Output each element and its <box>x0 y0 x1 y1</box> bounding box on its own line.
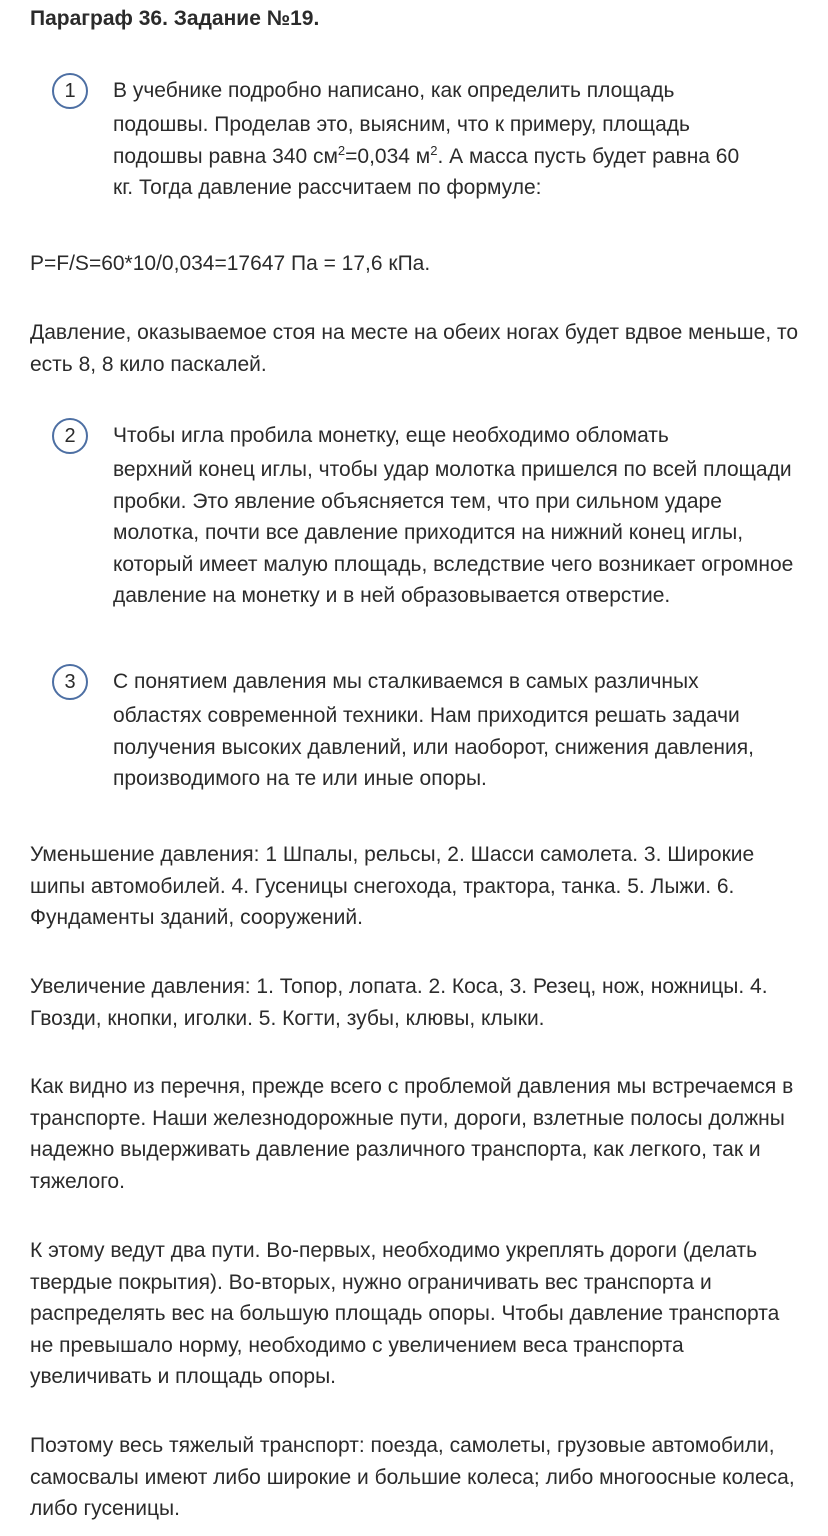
item-2-rest: верхний конец иглы, чтобы удар молотка пришелся по всей площади пробки. Это явление объясняется тем, что при сильном ударе молотка, почти все давление приходится на нижний конец иглы, который имеет малую площадь, вследствие чего возникает огромное давление на монетку и в ней образовывается отверстие. <box>113 458 794 607</box>
item-1-line-3 <box>113 141 803 173</box>
pressure-note-paragraph: Давление, оказываемое стоя на месте на обеих ногах будет вдвое меньше, то есть 8, 8 кило паскалей. <box>30 321 799 376</box>
numbered-item-3 <box>52 664 812 804</box>
item-1-line-2: подошвы. Проделав это, выясним, что к примеру, площадь <box>113 113 690 136</box>
item-3-text <box>113 664 803 795</box>
decrease-pressure-paragraph: Уменьшение давления: 1 Шпалы, рельсы, 2. Шасси самолета. 3. Широкие шипы автомобилей. 4. Гусеницы снегохода, трактора, танка. 5. Лыжи. 6. Фундаменты зданий, сооружений. <box>30 843 755 929</box>
number-badge-2: 2 <box>52 418 88 454</box>
item-1-line-3c: . А масса пусть будет равна 60 <box>437 144 740 168</box>
item-2-first-line: Чтобы игла пробила монетку, еще необходимо обломать <box>113 424 669 447</box>
number-badge-3: 3 <box>52 664 88 700</box>
two-ways-paragraph: К этому ведут два пути. Во-первых, необходимо укреплять дороги (делать твердые покрытия). Во-вторых, нужно ограничивать вес транспорта и распределять вес на большую площадь опоры. Чтобы давление транспорта не превышало норму, необходимо с увеличением веса транспорта увеличивать и площадь опоры. <box>30 1239 780 1388</box>
item-2-text <box>113 418 803 612</box>
number-badge-1: 1 <box>52 73 88 109</box>
transport-paragraph: Как видно из перечня, прежде всего с проблемой давления мы встречаемся в транспорте. Наши железнодорожные пути, дороги, взлетные полосы должны надежно выдерживать давление различного транспорта, как легкого, так и тяжелого. <box>30 1075 794 1193</box>
superscript-2: 2 <box>337 142 346 158</box>
item-1-line-3b: =0,034 м <box>345 144 431 168</box>
superscript-2: 2 <box>430 142 438 158</box>
item-3-first-line: С понятием давления мы сталкиваемся в самых различных <box>113 670 699 693</box>
item-3-rest: областях современной техники. Нам приходится решать задачи получения высоких давлений, или наоборот, снижения давления, производимого на те или иные опоры. <box>113 704 754 790</box>
item-1-line-4: кг. Тогда давление рассчитаем по формуле: <box>113 176 542 199</box>
item-1-first-line: В учебнике подробно написано, как определить площадь <box>113 79 675 102</box>
numbered-item-2 <box>52 418 812 648</box>
item-1-text <box>113 73 803 204</box>
increase-pressure-paragraph: Увеличение давления: 1. Топор, лопата. 2. Коса, 3. Резец, нож, ножницы. 4. Гвозди, кнопки, иголки. 5. Когти, зубы, клювы, клыки. <box>30 975 768 1030</box>
item-1-line-3a: подошвы равна 340 см <box>113 144 338 168</box>
heavy-transport-paragraph: Поэтому весь тяжелый транспорт: поезда, самолеты, грузовые автомобили, самосвалы имеют либо широкие и большие колеса; либо многоосные колеса, либо гусеницы. <box>30 1434 795 1520</box>
formula-paragraph: P=F/S=60*10/0,034=17647 Па = 17,6 кПа. <box>30 252 431 275</box>
numbered-item-1 <box>52 73 812 213</box>
page-title: Параграф 36. Задание №19. <box>30 7 320 30</box>
